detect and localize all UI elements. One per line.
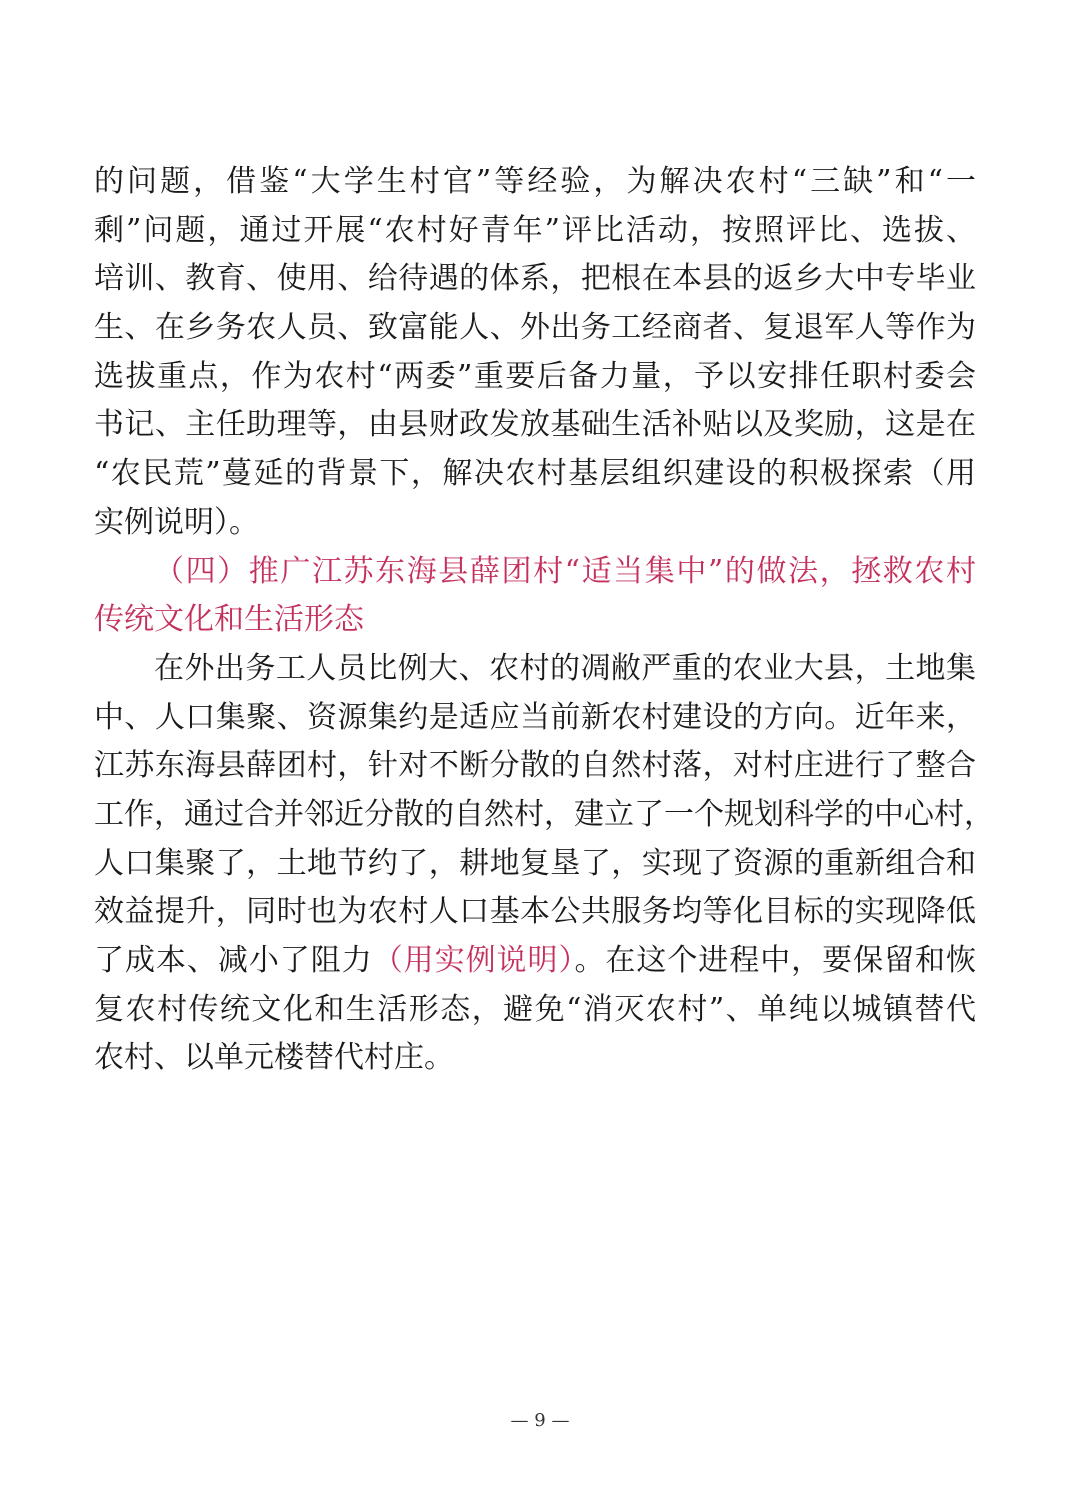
paragraph-line: 效益提升，同时也为农村人口基本公共服务均等化目标的实现降低 bbox=[94, 894, 976, 930]
paragraph-line bbox=[94, 937, 976, 986]
paragraph-2 bbox=[94, 645, 994, 1083]
paragraph-line: 复农村传统文化和生活形态，避免“消灭农村”、单纯以城镇替代 bbox=[94, 991, 976, 1027]
paragraph-line: 生、在乡务农人员、致富能人、外出务工经商者、复退军人等作为 bbox=[94, 310, 976, 346]
line-prefix: 了成本、减小了阻力 bbox=[94, 943, 373, 978]
heading-line: （四）推广江苏东海县薛团村“适当集中”的做法，拯救农村 bbox=[154, 553, 976, 589]
line-suffix: 。在这个进程中，要保留和恢 bbox=[574, 943, 977, 978]
example-note: （用实例说明） bbox=[372, 943, 575, 978]
paragraph-line: 书记、主任助理等，由县财政发放基础生活补贴以及奖励，这是在 bbox=[94, 407, 976, 443]
heading-line: 传统文化和生活形态 bbox=[94, 602, 364, 638]
paragraph-line: 在外出务工人员比例大、农村的凋敝严重的农业大县，土地集 bbox=[154, 650, 976, 686]
paragraph-line: 实例说明）。 bbox=[94, 504, 259, 540]
paragraph-line: 农村、以单元楼替代村庄。 bbox=[94, 1040, 454, 1076]
page-number: — 9 — bbox=[510, 1410, 570, 1431]
paragraph-line: 选拔重点，作为农村“两委”重要后备力量，予以安排任职村委会 bbox=[94, 358, 976, 394]
paragraph-line: 人口集聚了，土地节约了，耕地复垦了，实现了资源的重新组合和 bbox=[94, 845, 976, 881]
paragraph-line: 工作，通过合并邻近分散的自然村，建立了一个规划科学的中心村， bbox=[94, 796, 994, 832]
paragraph-line: 中、人口集聚、资源集约是适应当前新农村建设的方向。近年来， bbox=[94, 699, 976, 735]
paragraph-line: “农民荒”蔓延的背景下，解决农村基层组织建设的积极探索（用 bbox=[94, 456, 976, 492]
paragraph-line: 的问题，借鉴“大学生村官”等经验，为解决农村“三缺”和“一 bbox=[94, 164, 976, 199]
paragraph-line: 培训、教育、使用、给待遇的体系，把根在本县的返乡大中专毕业 bbox=[94, 261, 976, 297]
section-heading-4 bbox=[94, 548, 976, 645]
paragraph-1 bbox=[94, 158, 976, 548]
paragraph-line: 剩”问题，通过开展“农村好青年”评比活动，按照评比、选拔、 bbox=[94, 212, 976, 248]
document-body bbox=[94, 158, 994, 1083]
paragraph-line: 江苏东海县薛团村，针对不断分散的自然村落，对村庄进行了整合 bbox=[94, 748, 976, 784]
